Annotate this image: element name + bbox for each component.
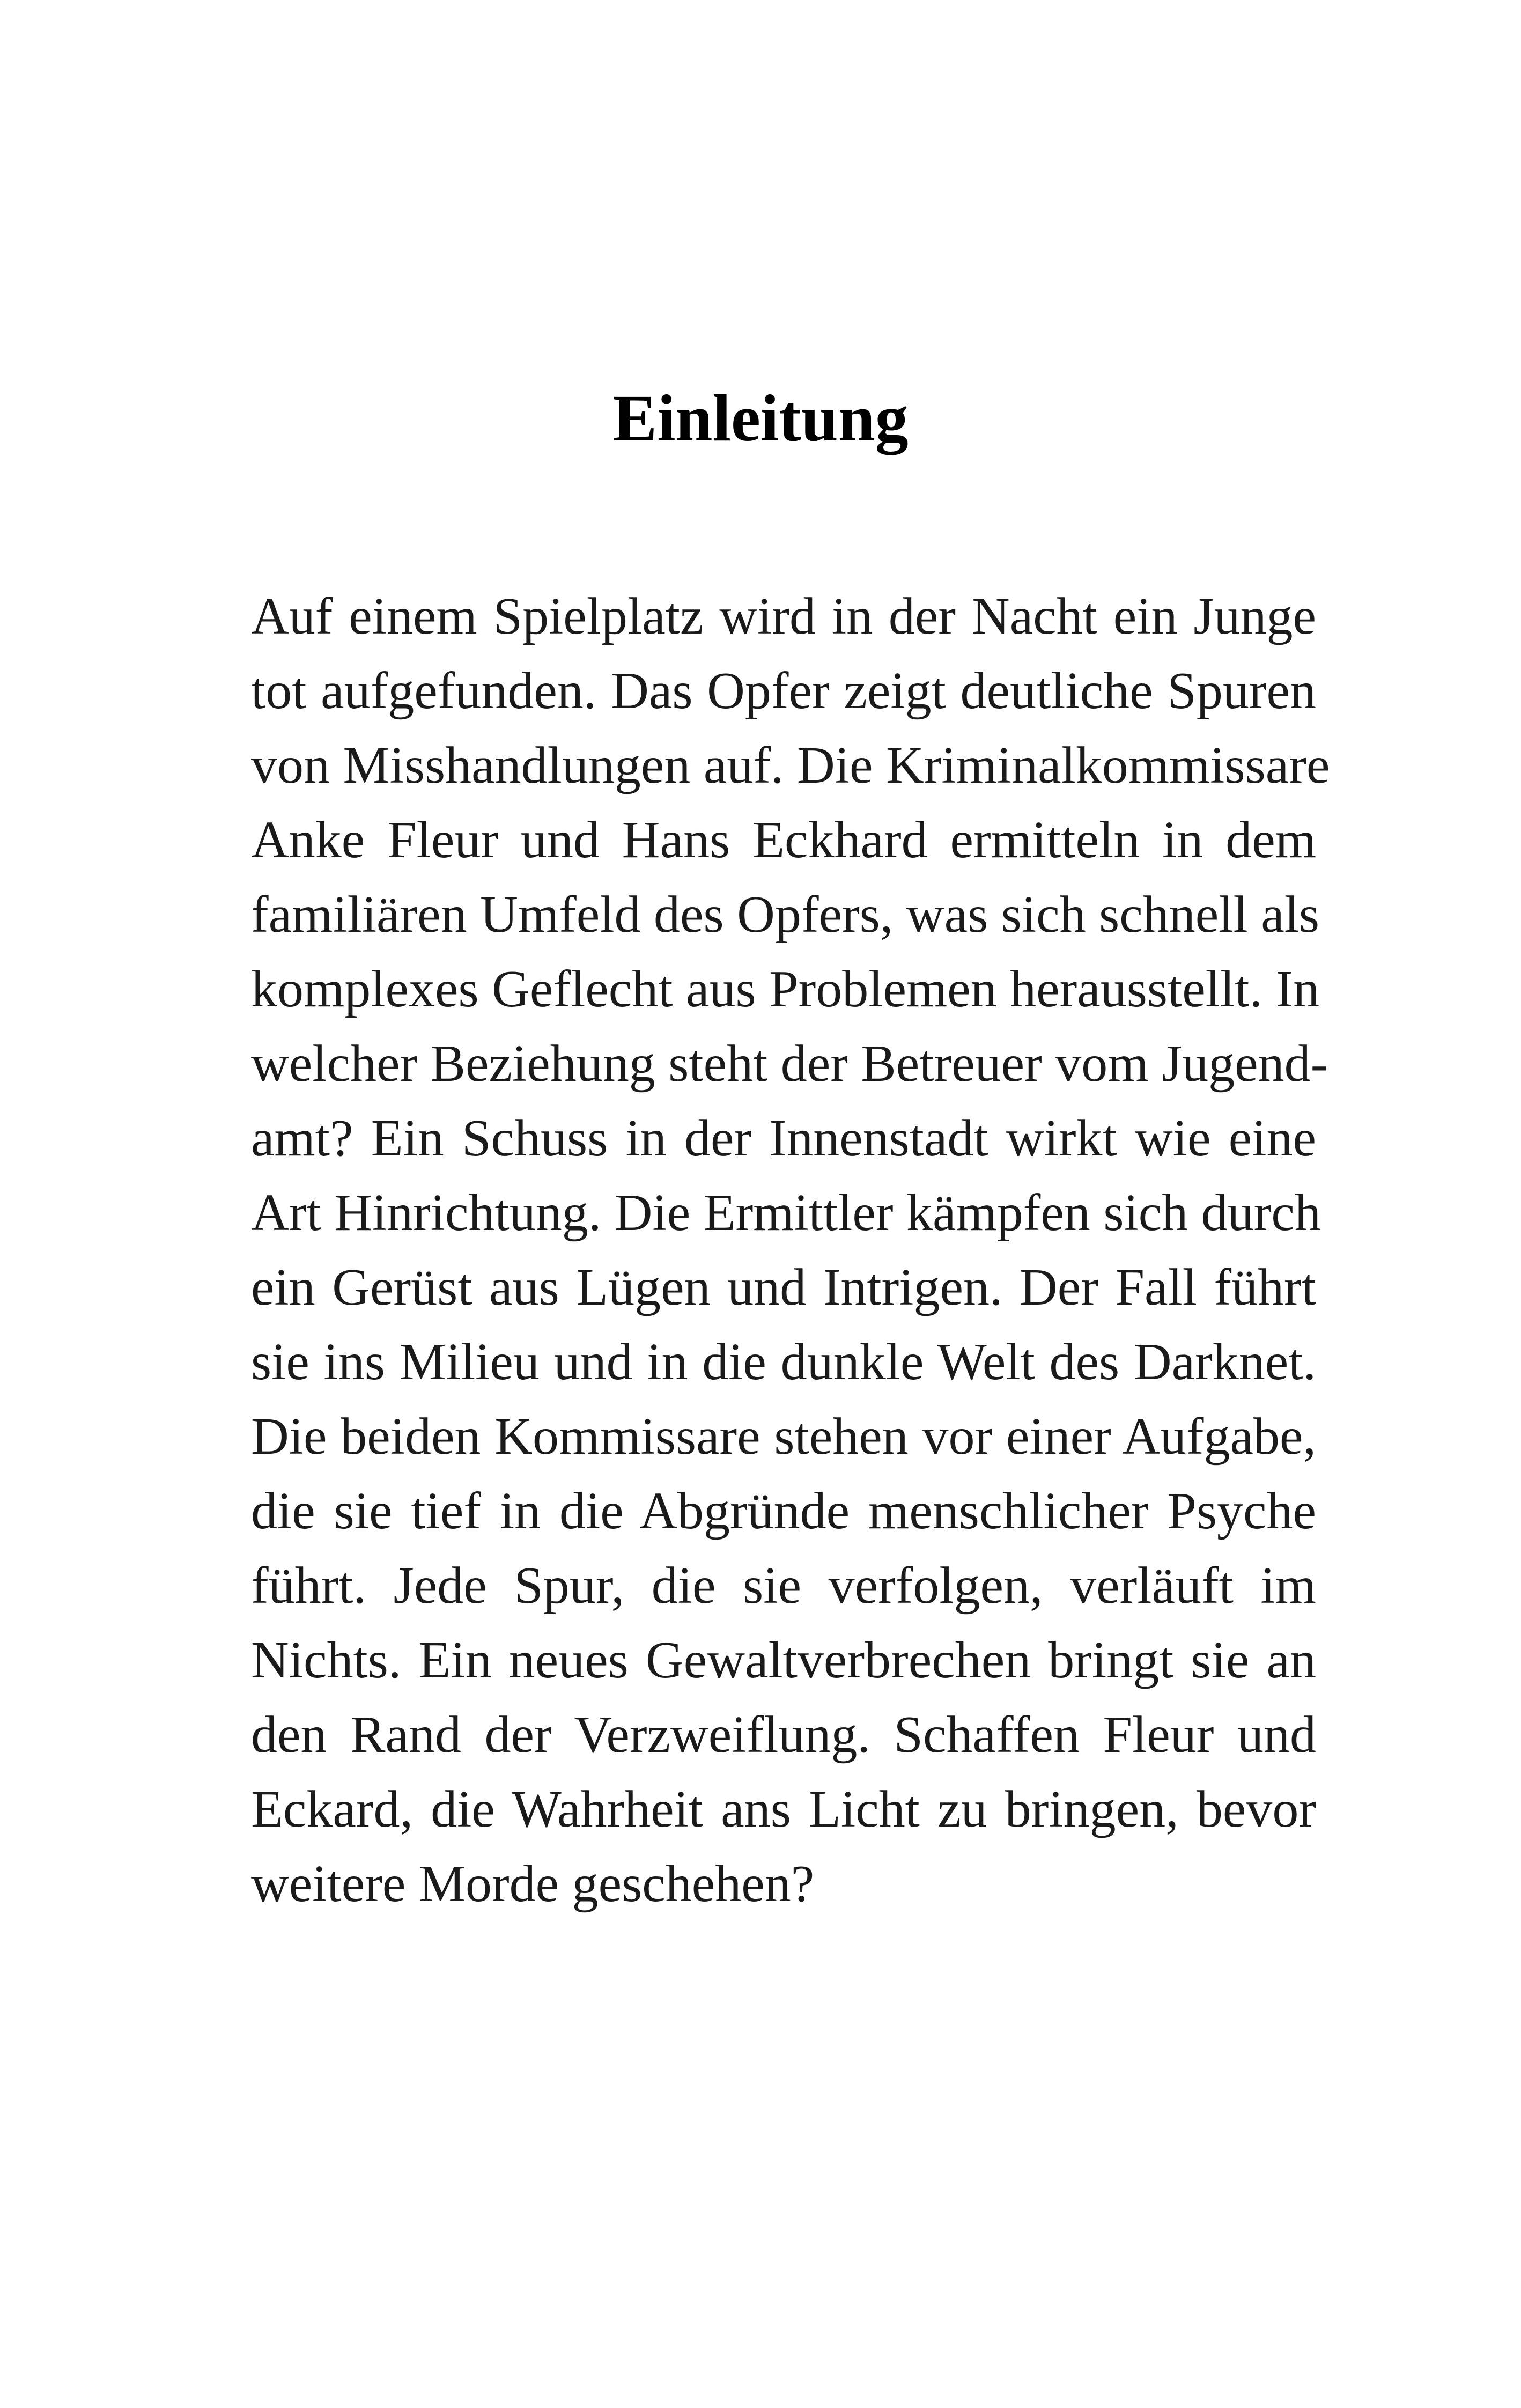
text-line: Art Hinrichtung. Die Ermittler kämpfen sich durch: [251, 1184, 1321, 1242]
text-line: weitere Morde geschehen?: [251, 1855, 815, 1913]
text-line: amt? Ein Schuss in der Innenstadt wirkt wie eine: [251, 1109, 1316, 1167]
text-line: Die beiden Kommissare stehen vor einer Aufgabe,: [251, 1408, 1316, 1466]
body-paragraph: [251, 579, 1330, 1921]
text-line: Nichts. Ein neues Gewaltverbrechen bringt sie an: [251, 1631, 1316, 1689]
text-line: von Misshandlungen auf. Die Kriminalkommissare: [251, 737, 1330, 794]
chapter-title: Einleitung: [612, 381, 909, 455]
text-line: familiären Umfeld des Opfers, was sich schnell als: [251, 886, 1320, 944]
text-line: tot aufgefunden. Das Opfer zeigt deutliche Spuren: [251, 662, 1316, 720]
text-line: den Rand der Verzweiflung. Schaffen Fleur und: [251, 1706, 1316, 1764]
text-line: ein Gerüst aus Lügen und Intrigen. Der Fall führt: [251, 1258, 1316, 1316]
text-line: welcher Beziehung steht der Betreuer vom Jugend-: [251, 1035, 1328, 1093]
text-line: führt. Jede Spur, die sie verfolgen, verläuft im: [251, 1557, 1316, 1615]
text-line: sie ins Milieu und in die dunkle Welt des Darknet.: [251, 1333, 1316, 1391]
text-line: Anke Fleur und Hans Eckhard ermitteln in dem: [251, 811, 1316, 869]
text-line: komplexes Geflecht aus Problemen herausstellt. In: [251, 960, 1320, 1018]
text-line: die sie tief in die Abgründe menschlicher Psyche: [251, 1482, 1316, 1540]
text-line: Auf einem Spielplatz wird in der Nacht ein Junge: [251, 587, 1316, 645]
text-line: Eckard, die Wahrheit ans Licht zu bringen, bevor: [251, 1780, 1316, 1838]
